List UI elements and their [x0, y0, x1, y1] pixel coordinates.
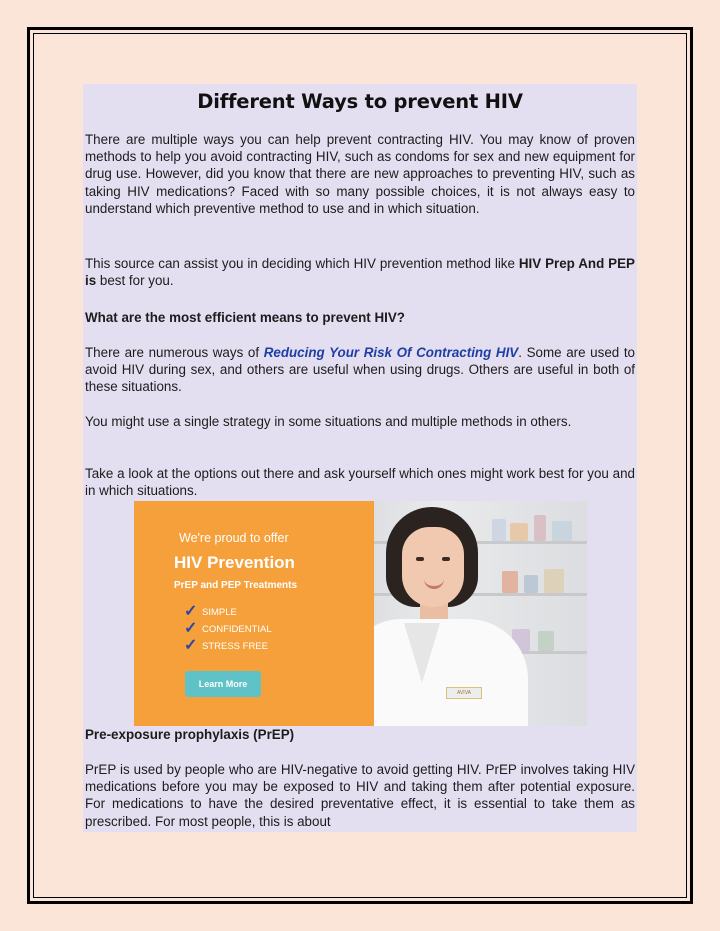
shelf-box	[534, 515, 546, 541]
methods-paragraph	[85, 344, 635, 396]
source-paragraph	[85, 255, 635, 289]
check-icon: ✓	[184, 637, 198, 654]
banner-hiv: HIV	[174, 553, 203, 572]
methods-text: There are numerous ways of	[85, 345, 264, 360]
woman-eye	[442, 557, 450, 561]
woman-eye	[416, 557, 424, 561]
shelf-box	[510, 523, 528, 541]
shelf-box	[524, 575, 538, 593]
name-badge: AVIVA	[446, 687, 482, 699]
check-icon: ✓	[184, 620, 198, 637]
woman-face	[402, 527, 464, 607]
banner-headline	[174, 553, 295, 573]
banner-offer-panel	[134, 501, 374, 726]
section-heading-efficient: What are the most efficient means to prevent HIV?	[85, 310, 405, 325]
feature-item	[184, 638, 272, 655]
shelf-box	[544, 569, 564, 593]
feature-item	[184, 604, 272, 621]
shelf-box	[538, 631, 554, 651]
shelf-box	[552, 521, 572, 541]
banner-feature-list	[184, 604, 272, 655]
shelf-box	[502, 571, 518, 593]
source-text-end: best for you.	[96, 273, 174, 289]
feature-label: CONFIDENTIAL	[202, 624, 272, 635]
learn-more-button[interactable]: Learn More	[185, 671, 261, 697]
feature-item	[184, 621, 272, 638]
source-text: This source can assist you in deciding which HIV prevention method like	[85, 256, 519, 271]
feature-label: SIMPLE	[202, 607, 237, 618]
check-icon: ✓	[184, 603, 198, 620]
banner-prevention: Prevention	[207, 553, 295, 572]
intro-paragraph: There are multiple ways you can help prevent contracting HIV. You may know of proven methods to help you avoid contracting HIV, such as condoms for sex and new equipment for drug use. However, did you know that there are new approaches to preventing HIV, such as taking HIV medications? Faced with so many possible choices, it is not always easy to understand which preventive method to use and in which situation.	[85, 132, 635, 216]
shelf-box	[492, 519, 506, 541]
prep-pep-bold: HIV Prep And PEP is	[85, 256, 635, 289]
methods-text-end: . Some are used to avoid HIV during sex, and others are useful when using drugs. Others are useful in both of these situations.	[85, 345, 636, 395]
feature-label: STRESS FREE	[202, 641, 268, 652]
section-heading-prep: Pre-exposure prophylaxis (PrEP)	[85, 727, 295, 742]
banner-subheadline: PrEP and PEP Treatments	[174, 580, 298, 591]
options-paragraph: Take a look at the options out there and ask yourself which ones might work best for you and in which situations.	[85, 466, 635, 499]
coat-lapel	[404, 623, 440, 683]
banner-intro: We're proud to offer	[179, 531, 289, 545]
strategy-paragraph: You might use a single strategy in some situations and multiple methods in others.	[85, 414, 572, 429]
prep-paragraph: PrEP is used by people who are HIV-negative to avoid getting HIV. PrEP involves taking HIV medications before you may be exposed to HIV and taking them after potential exposure. For medications to have the desired preventative effect, it is essential to take them as prescribed. For most people, this is about	[85, 762, 635, 829]
reducing-risk-link[interactable]: Reducing Your Risk Of Contracting HIV	[263, 345, 519, 360]
hiv-prevention-banner[interactable]	[134, 501, 587, 726]
page-title: Different Ways to prevent HIV	[197, 90, 523, 113]
